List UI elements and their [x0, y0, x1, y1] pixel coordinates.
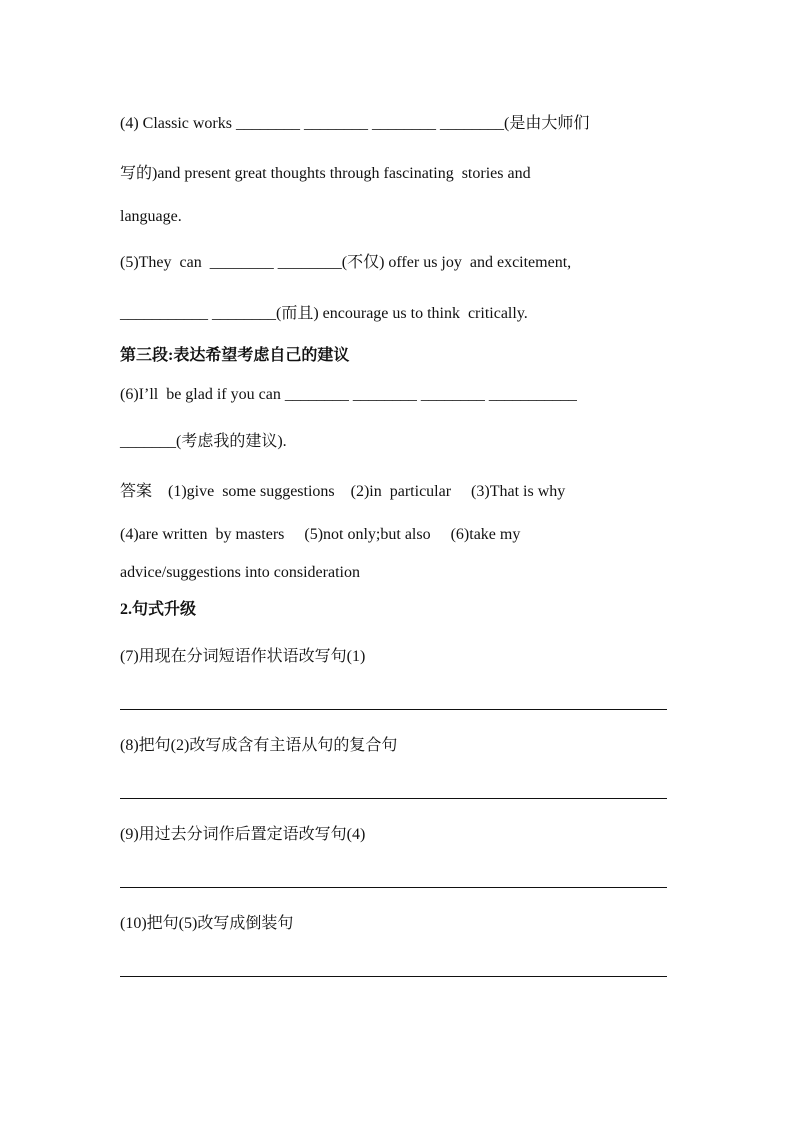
answer-line-8[interactable] — [120, 798, 667, 799]
answers-line-3: advice/suggestions into consideration — [120, 564, 360, 581]
upgrade-prompt-10: (10)把句(5)改写成倒装句 — [120, 915, 294, 932]
q6-line-2: _______(考虑我的建议). — [120, 433, 287, 450]
answers-line-2: (4)are written by masters (5)not only;but also (6)take my — [120, 526, 521, 543]
answer-line-7[interactable] — [120, 709, 667, 710]
q6-line-1: (6)I’ll be glad if you can ________ ________ ________ ___________ — [120, 386, 577, 403]
q5-line-1: (5)They can ________ ________(不仅) offer us joy and excitement, — [120, 254, 572, 271]
answer-line-10[interactable] — [120, 976, 667, 977]
paragraph3-heading: 第三段:表达希望考虑自己的建议 — [120, 347, 350, 364]
section2-heading: 2.句式升级 — [120, 601, 197, 618]
q4-line-3: language. — [120, 208, 182, 225]
answers-line-1: 答案 (1)give some suggestions (2)in particular (3)That is why — [120, 483, 566, 500]
q5-line-2: ___________ ________(而且) encourage us to think critically. — [120, 305, 528, 322]
upgrade-prompt-9: (9)用过去分词作后置定语改写句(4) — [120, 826, 366, 843]
upgrade-prompt-8: (8)把句(2)改写成含有主语从句的复合句 — [120, 737, 398, 754]
q4-line-2: 写的)and present great thoughts through fascinating stories and — [120, 165, 531, 182]
upgrade-prompt-7: (7)用现在分词短语作状语改写句(1) — [120, 648, 366, 665]
q4-line-1: (4) Classic works ________ ________ ________ ________(是由大师们 — [120, 115, 590, 132]
answer-line-9[interactable] — [120, 887, 667, 888]
